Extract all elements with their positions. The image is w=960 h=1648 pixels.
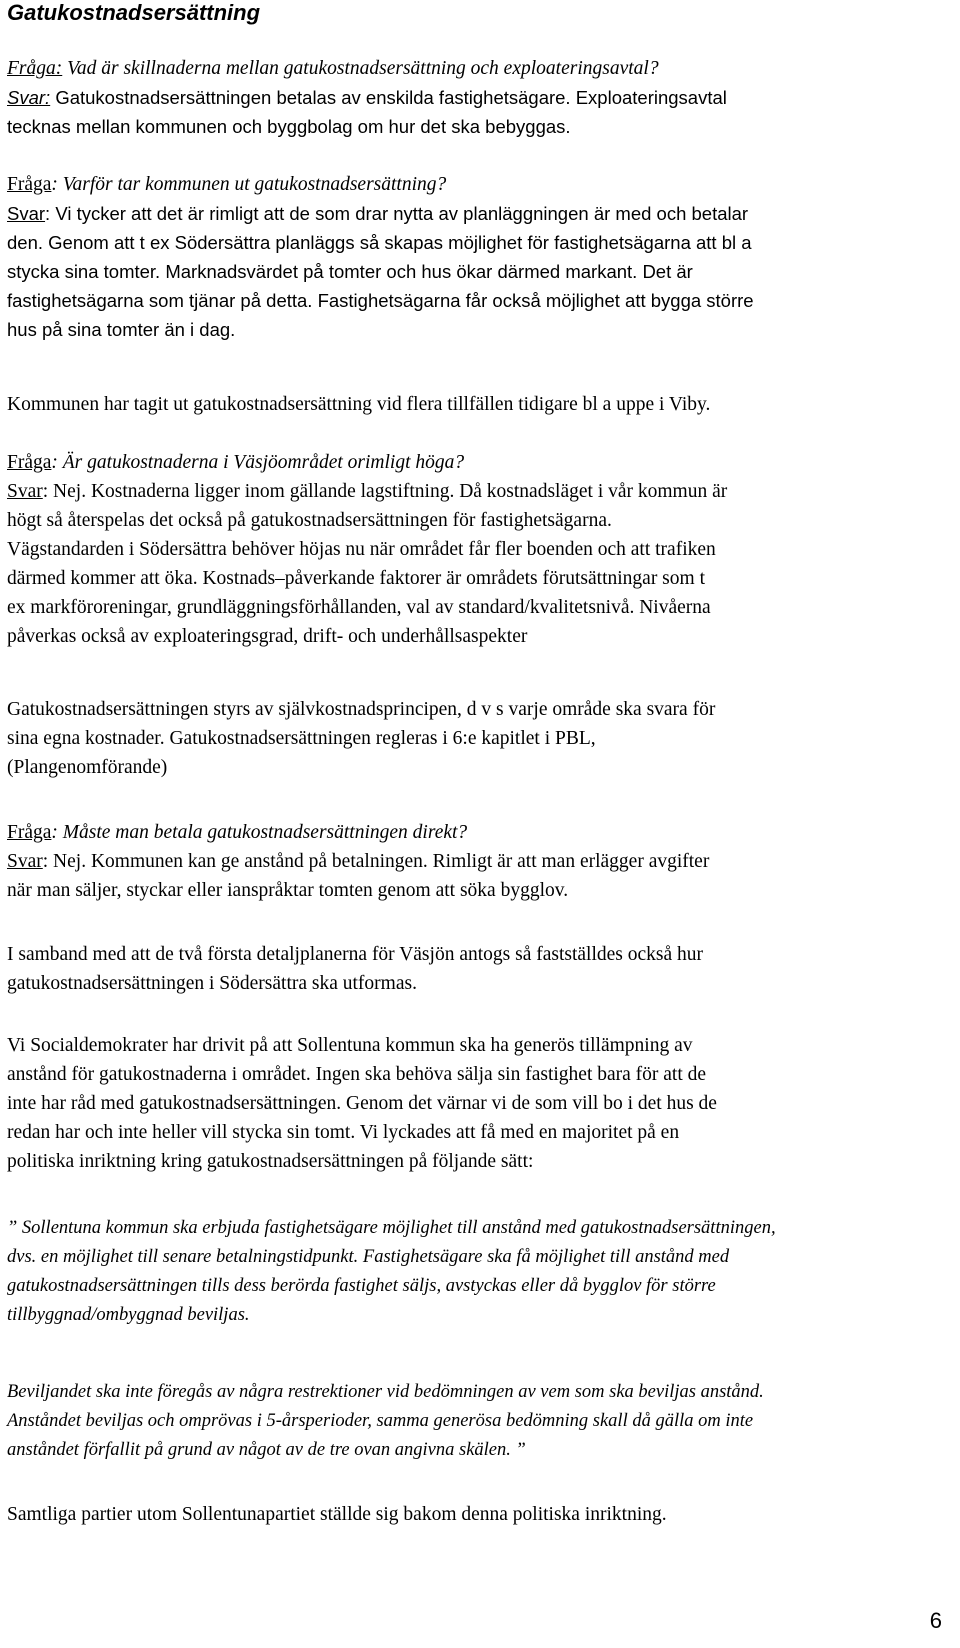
paragraph-text: I samband med att de två första detaljplanerna för Väsjön antogs så fastställdes också hur xyxy=(7,944,704,965)
faq-4 xyxy=(7,818,945,905)
question-text: Vad är skillnaderna mellan gatukostnadsersättning och exploateringsavtal? xyxy=(62,58,659,79)
paragraph-socialdemokrater xyxy=(7,1031,945,1176)
answer-text: hus på sina tomter än i dag. xyxy=(7,319,236,340)
question-text: : Måste man betala gatukostnadsersättningen direkt? xyxy=(51,822,468,843)
paragraph-text: anstånd för gatukostnaderna i området. Ingen ska behöva sälja sin fastighet bara för att de xyxy=(7,1064,707,1085)
question-label: Fråga xyxy=(7,452,52,473)
faq-2-question xyxy=(7,170,945,199)
paragraph-text: Samtliga partier utom Sollentunapartiet ställde sig bakom denna politiska inriktning. xyxy=(7,1504,667,1525)
paragraph-principle xyxy=(7,695,945,782)
question-text: : Varför tar kommunen ut gatukostnadsersättning? xyxy=(51,174,447,195)
paragraph-detailplan xyxy=(7,940,945,998)
answer-text: därmed kommer att öka. Kostnads–påverkande faktorer är områdets förutsättningar som t xyxy=(7,568,705,589)
quote-text: Anståndet beviljas och omprövas i 5-årsperioder, samma generösa bedömning skall då gälla om inte xyxy=(7,1411,754,1431)
quote-text: anståndet förfallit på grund av något av de tre ovan angivna skälen. ” xyxy=(7,1440,526,1460)
answer-text: fastighetsägarna som tjänar på detta. Fastighetsägarna får också möjlighet att bygga större xyxy=(7,290,754,311)
question-label: Fråga xyxy=(7,822,52,843)
quote-text: Beviljandet ska inte föregås av några restrektioner vid bedömningen av vem som ska beviljas anstånd. xyxy=(7,1382,764,1402)
paragraph-text: (Plangenomförande) xyxy=(7,757,168,778)
answer-text: tecknas mellan kommunen och byggbolag om hur det ska bebyggas. xyxy=(7,116,571,137)
answer-text: : Nej. Kostnaderna ligger inom gällande lagstiftning. Då kostnadsläget i vår kommun är xyxy=(42,481,728,502)
faq-3-answer xyxy=(7,477,945,506)
paragraph-text: sina egna kostnader. Gatukostnadsersättningen regleras i 6:e kapitlet i PBL, xyxy=(7,728,596,749)
quote-text: dvs. en möjlighet till senare betalningstidpunkt. Fastighetsägare ska få möjlighet till anstånd med xyxy=(7,1247,730,1267)
answer-text: : Vi tycker att det är rimligt att de som drar nytta av planläggningen är med och betalar xyxy=(45,203,749,224)
answer-text: den. Genom att t ex Södersättra planläggs så skapas möjlighet för fastighetsägarna att bl a xyxy=(7,232,752,253)
policy-quote-1 xyxy=(7,1214,945,1330)
answer-text: ex markföroreningar, grundläggningsförhållanden, val av standard/kvalitetsnivå. Nivåerna xyxy=(7,597,711,618)
faq-1-question xyxy=(7,54,945,83)
faq-4-question xyxy=(7,818,945,847)
faq-3 xyxy=(7,448,945,651)
faq-3-question xyxy=(7,448,945,477)
question-text: : Är gatukostnaderna i Väsjöområdet orimligt höga? xyxy=(51,452,465,473)
question-label: Fråga: xyxy=(7,58,63,79)
quote-text: tillbyggnad/ombyggnad beviljas. xyxy=(7,1305,250,1325)
paragraph-text: Kommunen har tagit ut gatukostnadsersättning vid flera tillfällen tidigare bl a uppe i Viby. xyxy=(7,394,711,415)
page-number: 6 xyxy=(929,1608,942,1633)
faq-4-answer xyxy=(7,847,945,876)
paragraph-viby xyxy=(7,390,945,419)
faq-2 xyxy=(7,170,945,344)
quote-text: gatukostnadsersättningen tills dess berörda fastighet säljs, avstyckas eller då bygglov för större xyxy=(7,1276,716,1296)
answer-label: Svar: xyxy=(7,87,51,108)
paragraph-text: redan har och inte heller vill stycka sin tomt. Vi lyckades att få med en majoritet på en xyxy=(7,1122,680,1143)
answer-label: Svar xyxy=(7,481,43,502)
quote-text: ” Sollentuna kommun ska erbjuda fastighetsägare möjlighet till anstånd med gatukostnadsersättningen, xyxy=(7,1218,776,1238)
answer-text: Vägstandarden i Södersättra behöver höjas nu när området får fler boenden och att trafiken xyxy=(7,539,716,560)
answer-text: högt så återspelas det också på gatukostnadsersättningen för fastighetsägarna. xyxy=(7,510,612,531)
paragraph-text: inte har råd med gatukostnadsersättningen. Genom det värnar vi de som vill bo i det hus de xyxy=(7,1093,717,1114)
paragraph-text: Vi Socialdemokrater har drivit på att Sollentuna kommun ska ha generös tillämpning av xyxy=(7,1035,693,1056)
answer-text: när man säljer, styckar eller ianspråktar tomten genom att söka bygglov. xyxy=(7,880,569,901)
answer-text: stycka sina tomter. Marknadsvärdet på tomter och hus ökar därmed markant. Det är xyxy=(7,261,693,282)
paragraph-final xyxy=(7,1500,945,1529)
question-label: Fråga xyxy=(7,174,52,195)
answer-label: Svar xyxy=(7,203,46,224)
answer-text: Gatukostnadsersättningen betalas av enskilda fastighetsägare. Exploateringsavtal xyxy=(50,87,727,108)
paragraph-text: gatukostnadsersättningen i Södersättra ska utformas. xyxy=(7,973,417,994)
policy-quote-2 xyxy=(7,1378,945,1465)
faq-1 xyxy=(7,54,945,141)
faq-1-answer xyxy=(7,83,945,112)
answer-text: : Nej. Kommunen kan ge anstånd på betalningen. Rimligt är att man erlägger avgifter xyxy=(42,851,710,872)
faq-2-answer xyxy=(7,199,945,228)
paragraph-text: Gatukostnadsersättningen styrs av självkostnadsprincipen, d v s varje område ska svara för xyxy=(7,699,716,720)
answer-text: påverkas också av exploateringsgrad, drift- och underhållsaspekter xyxy=(7,626,528,647)
answer-label: Svar xyxy=(7,851,43,872)
page-title: Gatukostnadsersättning xyxy=(7,0,261,25)
paragraph-text: politiska inriktning kring gatukostnadsersättningen på följande sätt: xyxy=(7,1151,534,1172)
